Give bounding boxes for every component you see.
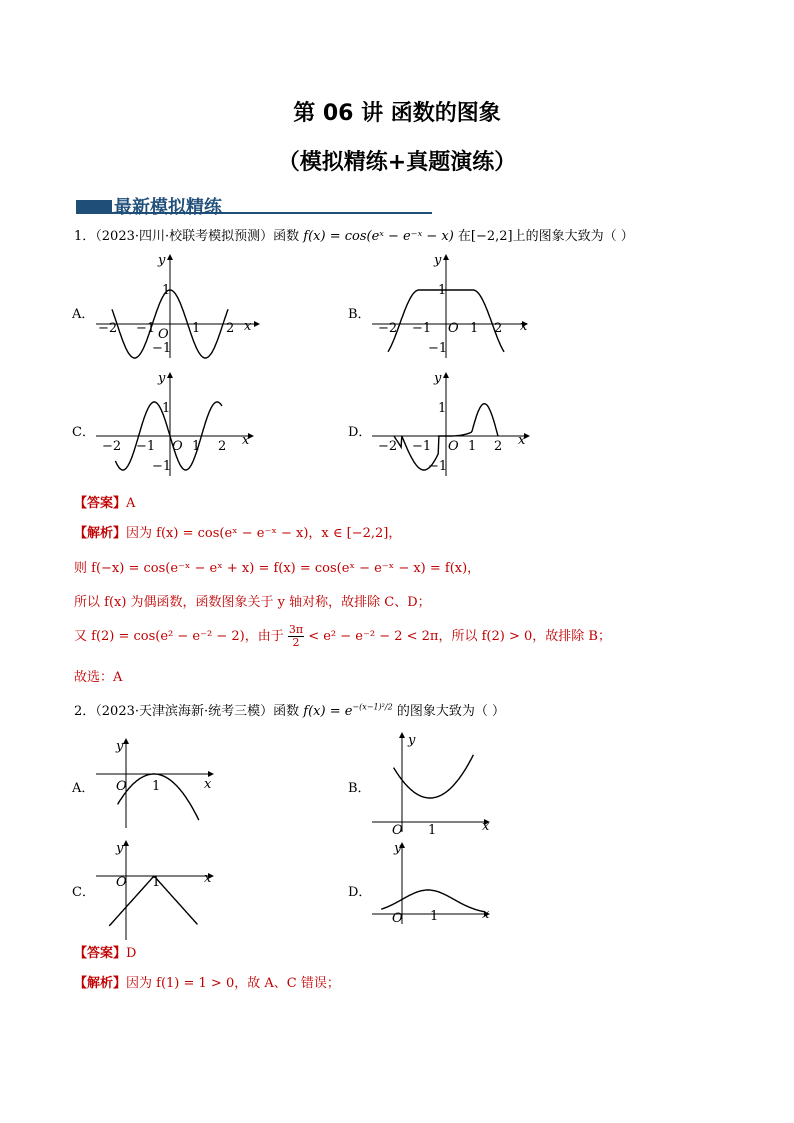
q2-answer: D (126, 946, 137, 961)
x-axis-label: x (482, 819, 490, 834)
q1-option-c-label[interactable]: C． (72, 425, 95, 440)
x-axis-label: x (518, 433, 526, 448)
q1-analysis-line-2: 则 f(−x) = cos(e⁻ˣ − eˣ + x) = f(x) = cos(eˣ − e⁻ˣ − x) = f(x)， (74, 561, 481, 576)
x-tick-1: 1 (428, 823, 437, 836)
x-tick-1: 1 (152, 779, 161, 794)
q1-graph-d[interactable] (372, 372, 542, 480)
y-tick-1: 1 (438, 283, 447, 298)
q2-answer-line (74, 942, 136, 961)
q1-graph-b[interactable] (372, 254, 542, 362)
y-tick-neg1: −1 (428, 459, 448, 474)
q1-answer-label: 【答案】 (74, 496, 127, 511)
y-tick-1: 1 (438, 401, 447, 416)
x-tick-neg2: −2 (98, 321, 118, 336)
q2-number: 2． (74, 704, 96, 719)
x-tick-1: 1 (192, 439, 201, 454)
y-axis-label: y (158, 372, 166, 386)
q2-option-b-label[interactable]: B． (348, 781, 371, 796)
x-tick-1: 1 (152, 875, 161, 890)
y-tick-neg1: −1 (428, 341, 448, 356)
q2-graph-b[interactable] (372, 732, 502, 836)
origin-label: O (392, 823, 403, 836)
q1-source: （2023·四川·校联考模拟预测）函数 (95, 229, 300, 244)
page-subtitle: （模拟精练+真题演练） (277, 150, 517, 175)
q1-answer-line (74, 492, 135, 511)
y-tick-neg1: −1 (152, 459, 172, 474)
q1-analysis-line-4: 又 f(2) = cos(e² − e⁻² − 2)，由于 $\frac{3\pi}{2}$ < e² − e⁻² − 2 < 2π，所以 f(2) > 0，故排除 B； (74, 623, 611, 649)
x-axis-label: x (204, 777, 212, 792)
y-tick-1: 1 (162, 283, 171, 298)
q1-option-b-label[interactable]: B． (348, 307, 371, 322)
x-tick-2: 2 (226, 321, 235, 336)
y-tick-1: 1 (162, 401, 171, 416)
y-axis-label: y (434, 254, 442, 268)
x-axis-label: x (482, 907, 490, 922)
q1-analysis-label: 【解析】 (74, 526, 127, 541)
q2-answer-label: 【答案】 (74, 946, 127, 961)
q2-stem-end: 的图象大致为（ ） (396, 704, 505, 719)
q2-analysis-label: 【解析】 (74, 976, 127, 991)
y-axis-label: y (434, 372, 442, 386)
q1-analysis-line-1: 【解析】因为 f(x) = cos(eˣ − e⁻ˣ − x)，x ∈ [−2,2]， (74, 526, 402, 541)
q1-option-d-label[interactable]: D． (348, 425, 372, 440)
q2-option-d-label[interactable]: D． (348, 885, 372, 900)
origin-label: O (116, 875, 127, 890)
q1-stem-end: 在[−2,2]上的图象大致为（ ） (457, 229, 634, 244)
q1-answer: A (126, 496, 136, 511)
origin-label: O (392, 911, 403, 926)
y-axis-label: y (408, 733, 416, 748)
q2-stem (74, 700, 505, 719)
origin-label: O (158, 327, 169, 342)
x-axis-label: x (520, 319, 528, 334)
q2-graph-b-curve (394, 755, 474, 798)
q1-analysis-line-3: 所以 f(x) 为偶函数，函数图象关于 y 轴对称，故排除 C、D； (74, 595, 431, 610)
x-tick-neg2: −2 (378, 439, 398, 454)
y-axis-label: y (394, 842, 402, 856)
q1-number: 1． (74, 229, 96, 244)
x-tick-neg1: −1 (412, 439, 432, 454)
q2-graph-c[interactable] (96, 840, 226, 944)
q1-graph-a[interactable] (96, 254, 266, 362)
x-tick-2: 2 (494, 439, 503, 454)
q1-stem (74, 225, 634, 244)
x-tick-neg1: −1 (136, 321, 156, 336)
q2-option-c-label[interactable]: C． (72, 885, 95, 900)
q2-analysis-line-1: 【解析】因为 f(1) = 1 > 0，故 A、C 错误； (74, 976, 340, 991)
origin-label: O (448, 439, 459, 454)
x-tick-neg1: −1 (412, 321, 432, 336)
q1-option-a-label[interactable]: A． (72, 307, 95, 322)
x-axis-label: x (204, 871, 212, 886)
x-tick-1: 1 (470, 321, 479, 336)
x-tick-neg1: −1 (136, 439, 156, 454)
x-tick-neg2: −2 (102, 439, 122, 454)
y-axis-label: y (116, 739, 124, 754)
section-banner-label: 最新模拟精练 (114, 197, 222, 218)
q2-formula: $f(x) = e^{-(x-1)^2/2}$ (303, 702, 393, 719)
q2-graph-d[interactable] (372, 842, 502, 926)
q1-conclusion: 故选：A (74, 670, 123, 685)
x-tick-1: 1 (430, 909, 439, 924)
q2-graph-a[interactable] (96, 738, 226, 830)
x-tick-2: 2 (218, 439, 227, 454)
origin-label: O (116, 779, 127, 794)
x-axis-label: x (242, 433, 250, 448)
x-tick-1: 1 (192, 321, 201, 336)
x-axis-label: x (244, 319, 252, 334)
page-title: 第 06 讲 函数的图象 (293, 101, 501, 126)
q1-graph-c[interactable] (96, 372, 266, 480)
origin-label: O (448, 321, 459, 336)
x-tick-2: 2 (494, 321, 503, 336)
y-tick-neg1: −1 (152, 341, 172, 356)
y-axis-label: y (158, 254, 166, 268)
q1-formula: f(x) = cos(eˣ − e⁻ˣ − x) (303, 229, 454, 244)
fraction-3pi-over-2: $\frac{3\pi}{2}$ (288, 623, 304, 649)
x-tick-1: 1 (468, 439, 477, 454)
x-tick-neg2: −2 (378, 321, 398, 336)
q2-option-a-label[interactable]: A． (72, 781, 95, 796)
y-axis-label: y (116, 841, 124, 856)
q2-source: （2023·天津滨海新·统考三模）函数 (95, 704, 300, 719)
section-banner-bar (76, 200, 112, 212)
origin-label: O (172, 439, 183, 454)
